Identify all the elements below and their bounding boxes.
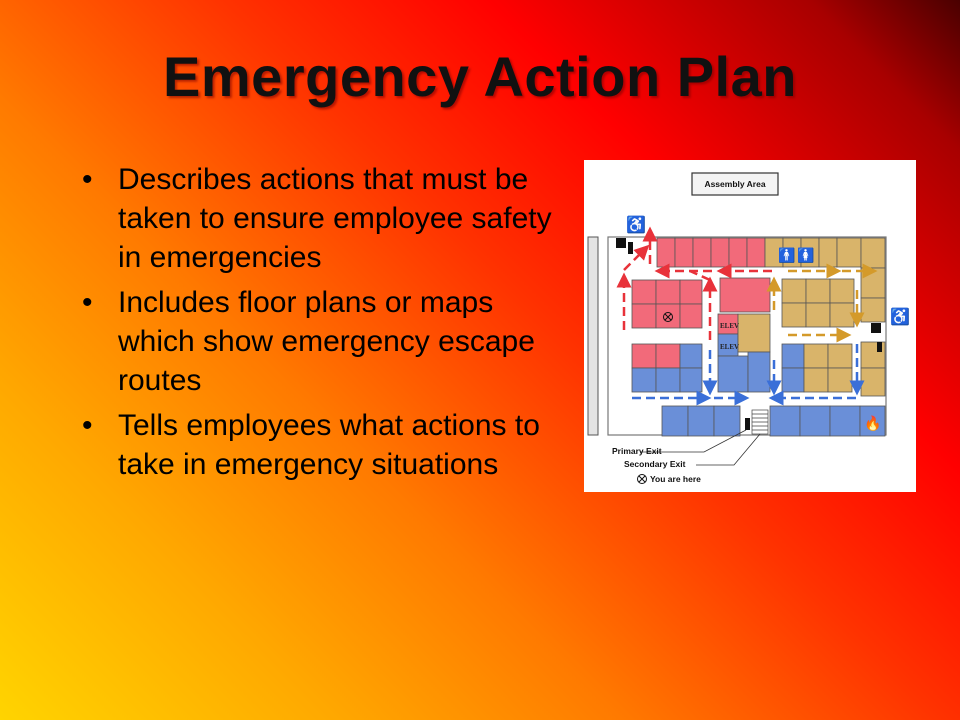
wheelchair-icon: ♿ xyxy=(890,309,910,326)
exit-sign-icon xyxy=(871,323,881,333)
stairwell xyxy=(752,410,768,434)
bullet-item xyxy=(80,283,560,400)
bullet-text: Tells employees what actions to take in emergency situations xyxy=(118,409,540,481)
fire-icon: 🔥 xyxy=(864,415,882,431)
left-red-block xyxy=(632,280,702,328)
right-tan-block xyxy=(782,279,854,327)
legend-you-are-here-icon xyxy=(638,475,647,484)
elevator-label: ELEV xyxy=(720,343,740,351)
middle-block xyxy=(718,278,770,392)
exit-door-icon xyxy=(628,242,633,254)
assembly-area-box xyxy=(692,173,778,195)
left-lower-block xyxy=(632,344,702,392)
floor-plan-image xyxy=(584,160,916,492)
women-restroom-icon: 🚺 xyxy=(797,247,815,263)
exit-sign-icon xyxy=(616,238,626,248)
right-tan-rooms xyxy=(861,238,885,396)
assembly-area-label: Assembly Area xyxy=(704,179,766,189)
bullet-text: Includes floor plans or maps which show emergency escape routes xyxy=(118,286,535,397)
bullet-dot: • xyxy=(82,163,93,196)
men-restroom-icon: 🚹 xyxy=(778,247,796,263)
floor-plan-drawing xyxy=(584,160,916,492)
exit-door-icon xyxy=(877,342,882,352)
top-red-rooms xyxy=(657,238,765,267)
bullet-text: Describes actions that must be taken to ensure employee safety in emergencies xyxy=(118,163,552,274)
slide-title: Emergency Action Plan xyxy=(163,45,797,108)
legend-primary-exit: Primary Exit xyxy=(612,446,662,456)
legend-secondary-exit: Secondary Exit xyxy=(624,459,686,469)
bullet-dot: • xyxy=(82,286,93,319)
bullet-item xyxy=(80,406,560,484)
bullet-item xyxy=(80,160,560,277)
bullet-list xyxy=(80,160,560,490)
elevator-label: ELEV xyxy=(720,322,740,330)
exit-door-icon xyxy=(745,418,750,430)
bullet-dot: • xyxy=(82,409,93,442)
wheelchair-icon: ♿ xyxy=(626,217,646,234)
right-lower-block xyxy=(782,344,852,392)
side-walkway xyxy=(588,237,598,435)
legend-you-are-here: You are here xyxy=(650,474,701,484)
